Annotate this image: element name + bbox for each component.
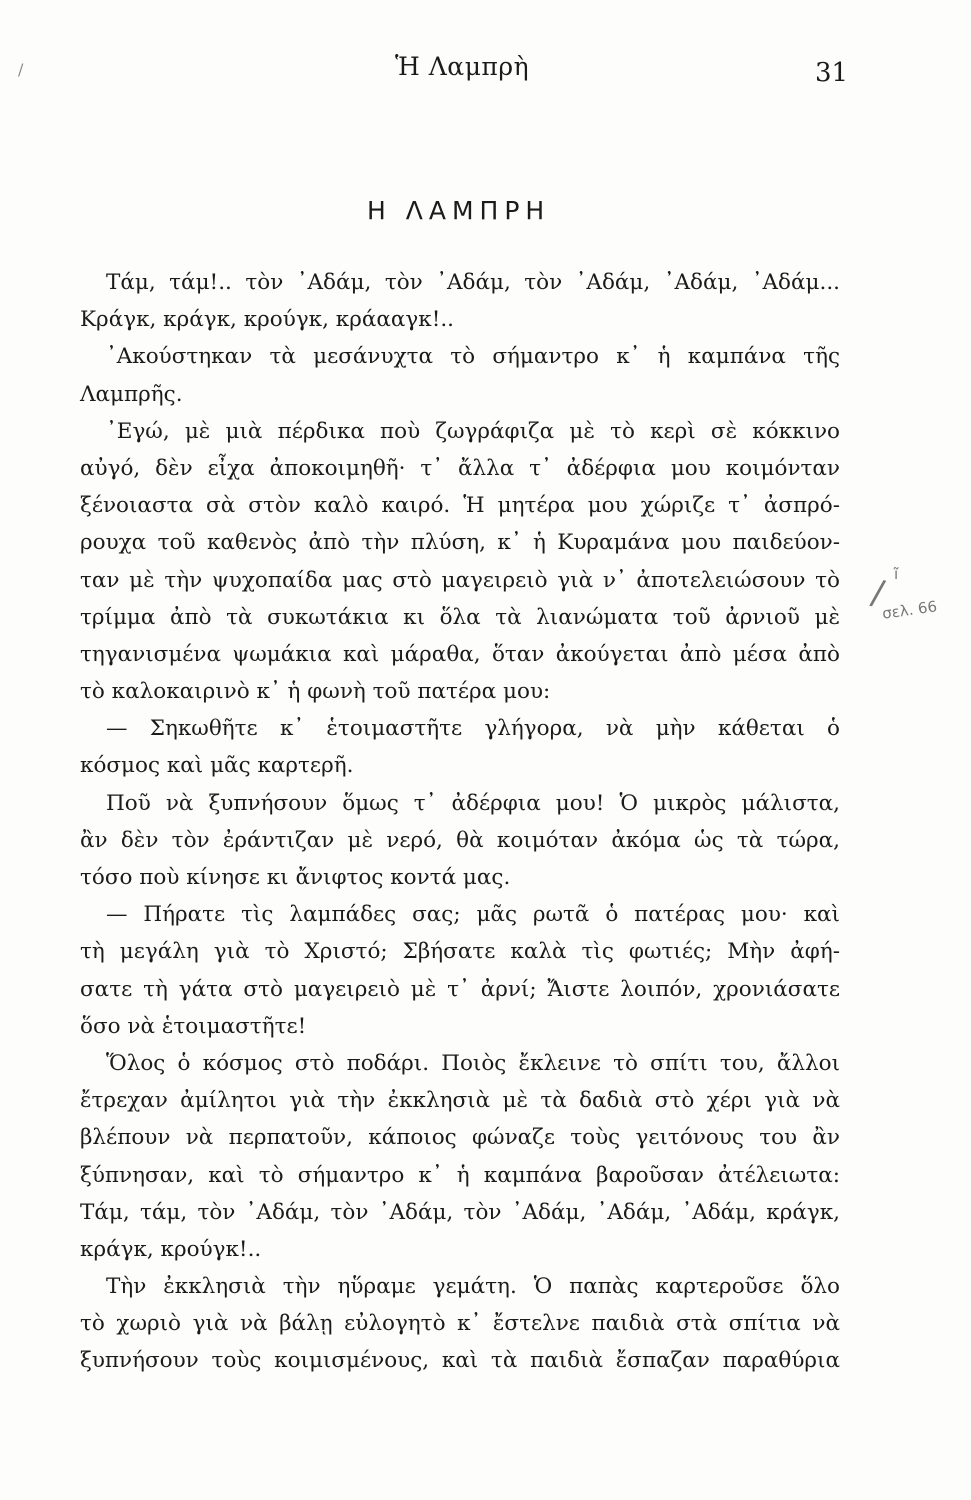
text-line: Ποῦ νὰ ξυπνήσουν ὅμως τ᾿ ἀδέρφια μου! Ὁ μικρὸς μάλιστα,: [106, 790, 840, 816]
text-line: Λαμπρῆς.: [80, 381, 183, 407]
text-line: σατε τὴ γάτα στὸ μαγειρειὸ μὲ τ᾿ ἀρνί; Ἄιστε λοιπόν, χρονιάσατε: [80, 976, 840, 1002]
text-line: ρουχα τοῦ καθενὸς ἀπὸ τὴν πλύση, κ᾿ ἡ Κυραμάνα μου παιδεύον-: [80, 530, 840, 556]
text-line: βλέπουν νὰ περπατοῦν, κάποιος φώναζε τοὺς γειτόνους του ἂν: [80, 1125, 840, 1151]
text-line: τὸ καλοκαιρινὸ κ᾿ ἡ φωνὴ τοῦ πατέρα μου:: [80, 679, 551, 705]
text-line: Ὅλος ὁ κόσμος στὸ ποδάρι. Ποιὸς ἔκλεινε τὸ σπίτι του, ἄλλοι: [106, 1050, 840, 1076]
text-line: Τάμ, τάμ!.. τὸν ᾿Αδάμ, τὸν ᾿Αδάμ, τὸν ᾿Αδάμ, ᾿Αδάμ, ᾿Αδάμ...: [106, 270, 840, 295]
text-line: ταν μὲ τὴν ψυχοπαίδα μας στὸ μαγειρειὸ γιὰ ν᾿ ἀποτελειώσουν τὸ: [80, 567, 840, 593]
text-line: ὅσο νὰ ἑτοιμαστῆτε!: [80, 1013, 307, 1039]
text-line: κράγκ, κρούγκ!..: [80, 1236, 262, 1262]
handwritten-margin-note: [867, 565, 967, 625]
text-line: ἔτρεχαν ἀμίλητοι γιὰ τὴν ἐκκλησιὰ μὲ τὰ δαδιὰ στὸ χέρι γιὰ νὰ: [80, 1088, 840, 1114]
text-line: — Σηκωθῆτε κ᾿ ἑτοιμαστῆτε γλήγορα, νὰ μὴν κάθεται ὁ: [106, 716, 840, 742]
text-line: τόσο ποὺ κίνησε κι ἄνιφτος κοντά μας.: [80, 865, 511, 890]
page-number: 31: [815, 58, 849, 88]
text-line: ᾿Εγώ, μὲ μιὰ πέρδικα ποὺ ζωγράφιζα μὲ τὸ κερὶ σὲ κόκκινο: [106, 418, 840, 444]
scan-mark: /: [18, 60, 24, 79]
running-title: Ἡ Λαμπρὴ: [395, 52, 530, 81]
body-text: [80, 264, 840, 1380]
text-line: Κράγκ, κράγκ, κρούγκ, κράααγκ!..: [80, 307, 455, 333]
text-line: ᾿Ακούστηκαν τὰ μεσάνυχτα τὸ σήμαντρο κ᾿ ἡ καμπάνα τῆς: [106, 344, 840, 370]
text-line: ξυπνήσουν τοὺς κοιμισμένους, καὶ τὰ παιδιὰ ἔσπαζαν παραθύρια: [80, 1348, 840, 1374]
text-line: κόσμος καὶ μᾶς καρτερῆ.: [80, 753, 354, 779]
text-line: αὐγό, δὲν εἶχα ἀποκοιμηθῆ· τ᾿ ἄλλα τ᾿ ἀδέρφια μου κοιμόνταν: [80, 455, 840, 481]
text-line: Τὴν ἐκκλησιὰ τὴν ηὕραμε γεμάτη. Ὁ παπὰς καρτεροῦσε ὅλο: [106, 1274, 840, 1300]
text-line: τρίμμα ἀπὸ τὰ συκωτάκια κι ὅλα τὰ λιανώματα τοῦ ἀρνιοῦ μὲ: [80, 604, 840, 630]
chapter-title: Η ΛΑΜΠΡΗ: [367, 196, 551, 225]
text-line: τὸ χωριὸ γιὰ νὰ βάλῃ εὐλογητὸ κ᾿ ἔστελνε παιδιὰ στὰ σπίτια νὰ: [80, 1311, 840, 1337]
text-line: ἂν δὲν τὸν ἐράντιζαν μὲ νερό, θὰ κοιμόταν ἀκόμα ὡς τὰ τώρα,: [80, 827, 840, 853]
text-line: — Πήρατε τὶς λαμπάδες σας; μᾶς ρωτᾶ ὁ πατέρας μου· καὶ: [106, 902, 840, 928]
text-line: ξένοιαστα σὰ στὸν καλὸ καιρό. Ἡ μητέρα μου χώριζε τ᾿ ἀσπρό-: [80, 493, 840, 519]
margin-slash-mark: /: [867, 572, 888, 614]
text-line: τὴ μεγάλη γιὰ τὸ Χριστό; Σβήσατε καλὰ τὶς φωτιές; Μὴν ἀφή-: [80, 939, 840, 965]
text-line: τηγανισμένα ψωμάκια καὶ μάραθα, ὅταν ἀκούγεται ἀπὸ μέσα ἀπὸ: [80, 641, 840, 667]
text-line: ξύπνησαν, καὶ τὸ σήμαντρο κ᾿ ἡ καμπάνα βαροῦσαν ἀτέλειωτα:: [80, 1162, 840, 1188]
text-line: Τάμ, τάμ, τὸν ᾿Αδάμ, τὸν ᾿Αδάμ, τὸν ᾿Αδάμ, ᾿Αδάμ, ᾿Αδάμ, κράγκ,: [80, 1199, 840, 1225]
margin-note-reference: σελ. 66: [881, 597, 939, 623]
margin-note-mark: ĩ: [894, 565, 899, 583]
